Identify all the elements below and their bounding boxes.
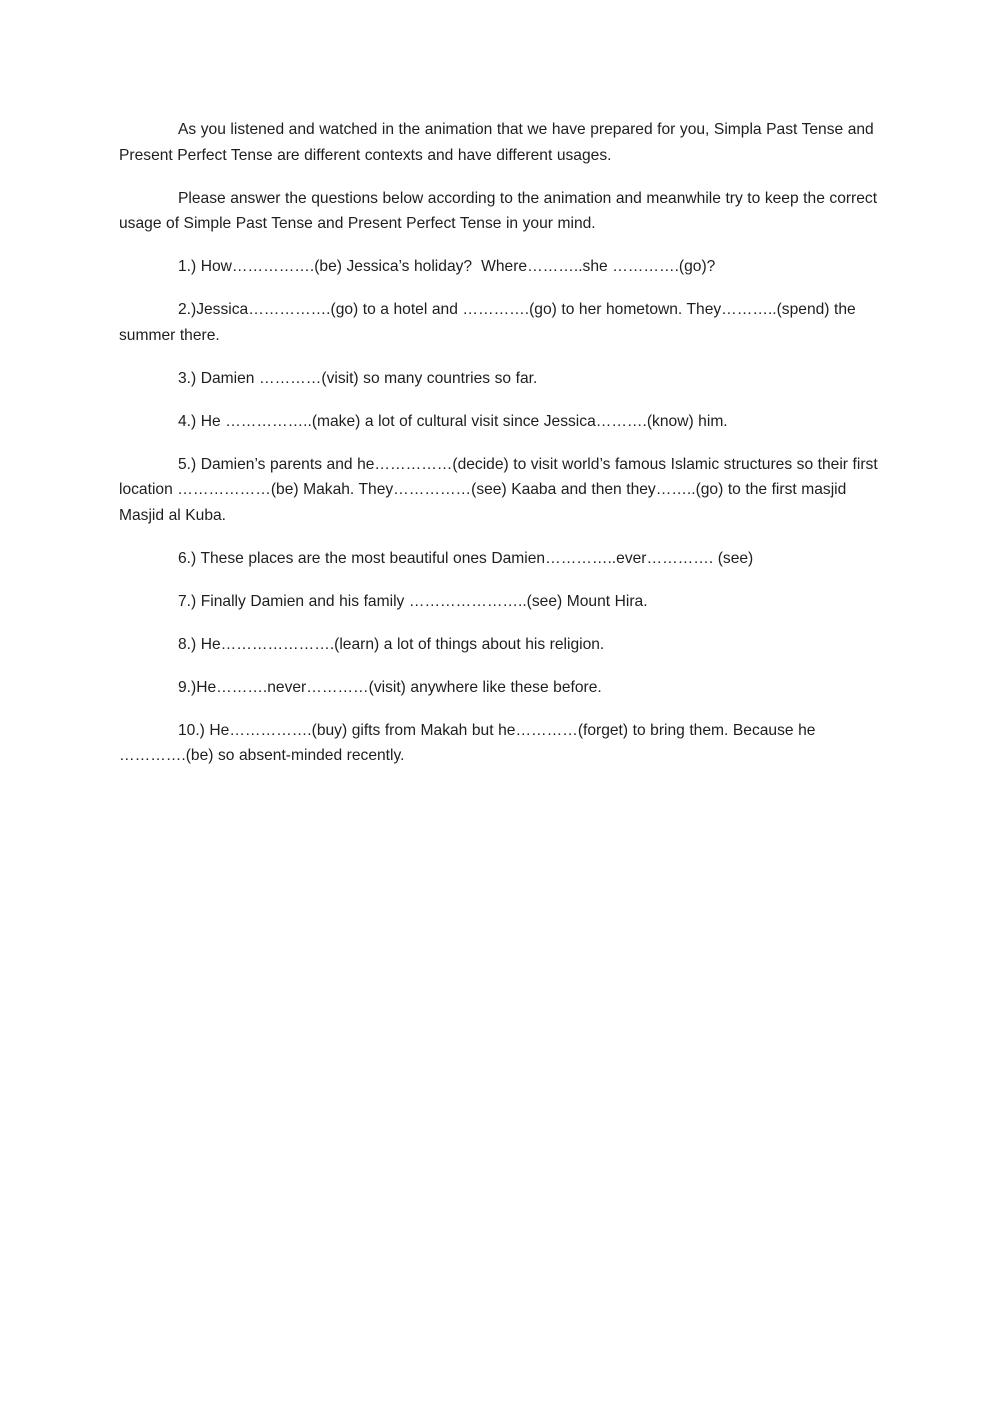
question-4: 4.) He ……………..(make) a lot of cultural visit since Jessica……….(know) him. [178,412,728,430]
question-9: 9.)He……….never…………(visit) anywhere like these before. [178,678,602,696]
question-7: 7.) Finally Damien and his family …………………..(see) Mount Hira. [178,592,648,610]
question-1: 1.) How…………….(be) Jessica’s holiday? Where………..she ………….(go)? [178,258,716,276]
worksheet-content [119,117,881,786]
intro-paragraph-1: As you listened and watched in the animation that we have prepared for you, Simpla Past Tense and Present Perfect Tense are different contexts and have different usages. [119,121,879,164]
question-8: 8.) He………………….(learn) a lot of things about his religion. [178,635,605,653]
question-5: 5.) Damien’s parents and he……………(decide) to visit world’s famous Islamic structures so their first location ………………(be) Makah. They……………(see) Kaaba and then they……..(go) to the first masjid Masjid al Kuba. [119,455,883,524]
question-10: 10.) He…………….(buy) gifts from Makah but he…………(forget) to bring them. Because he ………….(be) so absent-minded recently. [119,721,820,765]
intro-paragraph-2: Please answer the questions below according to the animation and meanwhile try to keep the correct usage of Simple Past Tense and Present Perfect Tense in your mind. [119,189,882,233]
question-2: 2.)Jessica…………….(go) to a hotel and ………….(go) to her hometown. They………..(spend) the summer there. [119,301,861,344]
question-6: 6.) These places are the most beautiful ones Damien…………..ever…………. (see) [178,549,754,567]
question-3: 3.) Damien …………(visit) so many countries so far. [178,369,538,387]
